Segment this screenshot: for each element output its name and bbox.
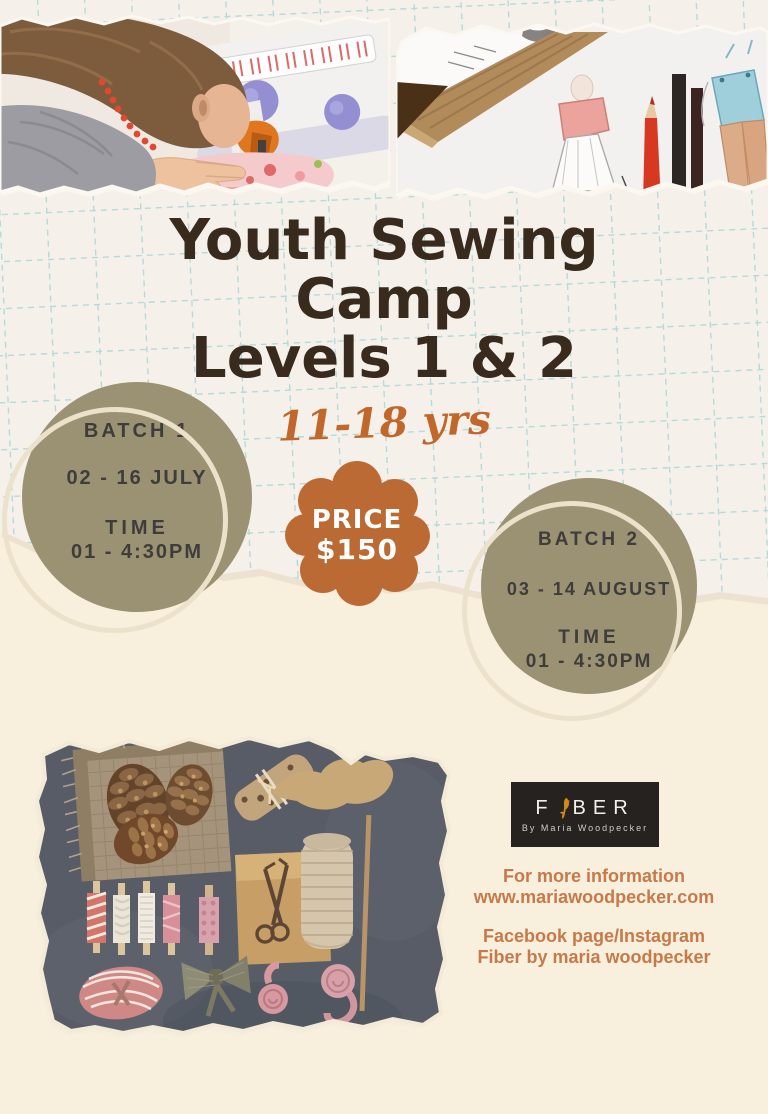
sketch-figure-head bbox=[571, 75, 593, 101]
price-label: PRICE bbox=[311, 505, 403, 535]
woodpecker-icon bbox=[558, 797, 571, 819]
contact-social-handle: Fiber by maria woodpecker bbox=[477, 947, 711, 967]
contact-website: www.mariawoodpecker.com bbox=[473, 887, 715, 907]
batch1-time-label: TIME bbox=[105, 517, 169, 539]
brand-byline: By Maria Woodpecker bbox=[521, 822, 649, 833]
batch2-ring bbox=[462, 501, 682, 721]
batch1-name: BATCH 1 bbox=[83, 420, 191, 442]
brand-logo bbox=[511, 782, 659, 847]
twine-spool bbox=[301, 833, 353, 949]
brand-letters-ber: BER bbox=[572, 796, 635, 819]
contact-info bbox=[420, 866, 768, 968]
brand-wordmark bbox=[535, 797, 634, 819]
title-line1: Youth Sewing bbox=[169, 208, 599, 273]
title-line3: Levels 1 & 2 bbox=[191, 326, 577, 391]
batch2-dates: 03 - 14 AUGUST bbox=[506, 579, 672, 599]
contact-social-channels: Facebook page/Instagram bbox=[482, 926, 706, 946]
batch2-time-range: 01 - 4:30PM bbox=[525, 651, 653, 672]
price-value: $150 bbox=[316, 533, 398, 566]
title-line2: Camp bbox=[295, 267, 473, 332]
photo-craft-supplies bbox=[33, 731, 457, 1043]
age-range: 11-18 yrs bbox=[276, 395, 492, 451]
batch1-dates: 02 - 16 JULY bbox=[66, 467, 208, 489]
page-title bbox=[0, 208, 768, 391]
batch1-ring bbox=[2, 407, 228, 633]
photo-child-sewing bbox=[0, 12, 390, 198]
contact-heading: For more information bbox=[502, 866, 685, 886]
price-badge bbox=[282, 458, 432, 608]
batch2-time-label: TIME bbox=[558, 627, 620, 648]
brand-letter-f: F bbox=[535, 796, 555, 819]
photo-fashion-sketches bbox=[396, 18, 768, 206]
batch1-time-range: 01 - 4:30PM bbox=[70, 541, 204, 563]
batch2-name: BATCH 2 bbox=[538, 529, 640, 550]
